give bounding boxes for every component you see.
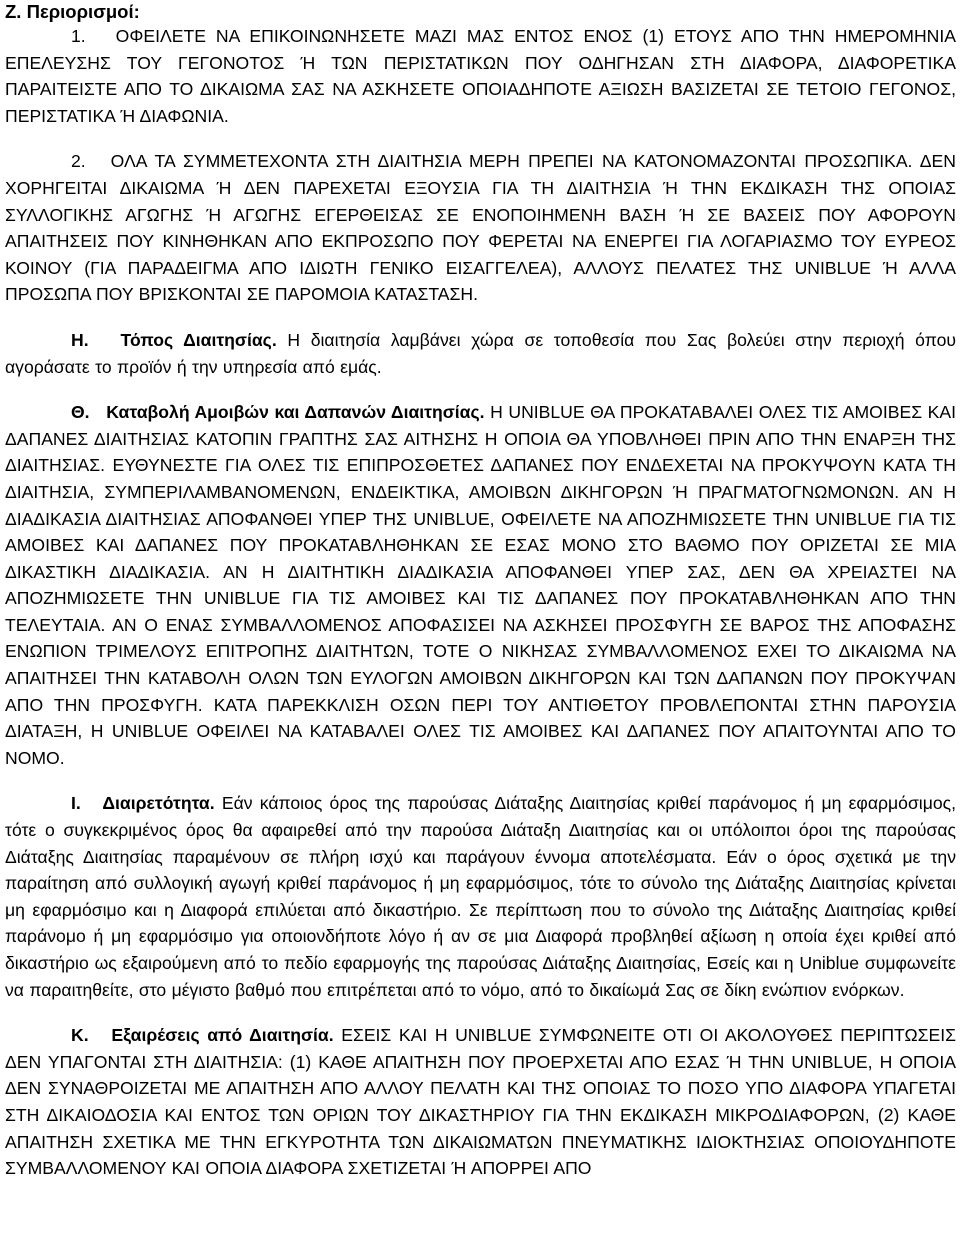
paragraph-text: ΟΦΕΙΛΕΤΕ ΝΑ ΕΠΙΚΟΙΝΩΝΗΣΕΤΕ ΜΑΖΙ ΜΑΣ ΕΝΤΟΣ ΕΝΟΣ (1) ΕΤΟΥΣ ΑΠΟ ΤΗΝ ΗΜΕΡΟΜΗΝΙΑ ΕΠΕΛΕΥΣΗΣ ΤΟΥ ΓΕΓΟΝΟΤΟΣ Ή ΤΩΝ ΠΕΡΙΣΤΑΤΙΚΩΝ ΠΟΥ ΟΔΗΓΗΣΑΝ ΣΤΗ ΔΙΑΦΟΡΑ, ΔΙΑΦΟΡΕΤΙΚΑ ΠΑΡΑΙΤΕΙΣΤΕ ΑΠΟ ΤΟ ΔΙΚΑΙΩΜΑ ΣΑΣ ΝΑ ΑΣΚΗΣΕΤΕ ΟΠΟΙΑΔΗΠΟΤΕ ΑΞΙΩΣΗ ΒΑΣΙΖΕΤΑΙ ΣΕ ΤΕΤΟΙΟ ΓΕΓΟΝΟΣ, ΠΕΡΙΣΤΑΤΙΚΑ Ή ΔΙΑΦΩΝΙΑ. bbox=[5, 26, 956, 126]
paragraph-text: ΟΛΑ ΤΑ ΣΥΜΜΕΤΕΧΟΝΤΑ ΣΤΗ ΔΙΑΙΤΗΣΙΑ ΜΕΡΗ ΠΡΕΠΕΙ ΝΑ ΚΑΤΟΝΟΜΑΖΟΝΤΑΙ ΠΡΟΣΩΠΙΚΑ. ΔΕΝ ΧΟΡΗΓΕΙΤΑΙ ΔΙΚΑΙΩΜΑ Ή ΔΕΝ ΠΑΡΕΧΕΤΑΙ ΕΞΟΥΣΙΑ ΓΙΑ ΤΗ ΔΙΑΙΤΗΣΙΑ Ή ΤΗΝ ΕΚΔΙΚΑΣΗ ΤΗΣ ΟΠΟΙΑΣ ΣΥΛΛΟΓΙΚΗΣ ΑΓΩΓΗΣ Ή ΑΓΩΓΗΣ ΕΓΕΡΘΕΙΣΑΣ ΣΕ ΕΝΟΠΟΙΗΜΕΝΗ ΒΑΣΗ Ή ΣΕ ΒΑΣΕΙΣ ΠΟΥ ΑΦΟΡΟΥΝ ΑΠΑΙΤΗΣΕΙΣ ΠΟΥ ΚΙΝΗΘΗΚΑΝ ΑΠΟ ΕΚΠΡΟΣΩΠΟ ΠΟΥ ΦΕΡΕΤΑΙ ΝΑ ΕΝΕΡΓΕΙ ΓΙΑ ΛΟΓΑΡΙΑΣΜΟ ΤΟΥ ΕΥΡΕΟΣ ΚΟΙΝΟΥ (ΓΙΑ ΠΑΡΑΔΕΙΓΜΑ ΑΠΟ ΙΔΙΩΤΗ ΓΕΝΙΚΟ ΕΙΣΑΓΓΕΛΕΑ), ΑΛΛΟΥΣ ΠΕΛΑΤΕΣ ΤΗΣ UNIBLUE Ή ΑΛΛΑ ΠΡΟΣΩΠΑ ΠΟΥ ΒΡΙΣΚΟΝΤΑΙ ΣΕ ΠΑΡΟΜΟΙΑ ΚΑΤΑΣΤΑΣΗ. bbox=[5, 151, 956, 305]
section-title: Εξαιρέσεις από Διαιτησία. bbox=[111, 1025, 334, 1046]
paragraph-text: Η UNIBLUE ΘΑ ΠΡΟΚΑΤΑΒΑΛΕΙ ΟΛΕΣ ΤΙΣ ΑΜΟΙΒΕΣ ΚΑΙ ΔΑΠΑΝΕΣ ΔΙΑΙΤΗΣΙΑΣ ΚΑΤΟΠΙΝ ΓΡΑΠΤΗΣ ΣΑΣ ΑΙΤΗΣΗΣ Η ΟΠΟΙΑ ΘΑ ΥΠΟΒΛΗΘΕΙ ΠΡΙΝ ΑΠΟ ΤΗΝ ΕΝΑΡΞΗ ΤΗΣ ΔΙΑΙΤΗΣΙΑΣ. ΕΥΘΥΝΕΣΤΕ ΓΙΑ ΟΛΕΣ ΤΙΣ ΕΠΙΠΡΟΣΘΕΤΕΣ ΔΑΠΑΝΕΣ ΠΟΥ ΕΝΔΕΧΕΤΑΙ ΝΑ ΠΡΟΚΥΨΟΥΝ ΚΑΤΑ ΤΗ ΔΙΑΙΤΗΣΙΑ, ΣΥΜΠΕΡΙΛΑΜΒΑΝΟΜΕΝΩΝ, ΕΝΔΕΙΚΤΙΚΑ, ΑΜΟΙΒΩΝ ΔΙΚΗΓΟΡΩΝ Ή ΠΡΑΓΜΑΤΟΓΝΩΜΟΝΩΝ. ΑΝ Η ΔΙΑΔΙΚΑΣΙΑ ΔΙΑΙΤΗΣΙΑΣ ΑΠΟΦΑΝΘΕΙ ΥΠΕΡ ΤΗΣ UNIBLUE, ΟΦΕΙΛΕΤΕ ΝΑ ΑΠΟΖΗΜΙΩΣΕΤΕ ΤΗΝ UNIBLUE ΓΙΑ ΤΙΣ ΑΜΟΙΒΕΣ ΚΑΙ ΔΑΠΑΝΕΣ ΠΟΥ ΠΡΟΚΑΤΑΒΛΗΘΗΚΑΝ ΣΕ ΕΣΑΣ ΜΟΝΟ ΣΤΟ ΒΑΘΜΟ ΠΟΥ ΟΡΙΖΕΤΑΙ ΣΕ ΜΙΑ ΔΙΚΑΣΤΙΚΗ ΔΙΑΔΙΚΑΣΙΑ. ΑΝ Η ΔΙΑΙΤΗΤΙΚΗ ΔΙΑΔΙΚΑΣΙΑ ΑΠΟΦΑΝΘΕΙ ΥΠΕΡ ΣΑΣ, ΔΕΝ ΘΑ ΧΡΕΙΑΣΤΕΙ ΝΑ ΑΠΟΖΗΜΙΩΣΕΤΕ ΤΗΝ UNIBLUE ΓΙΑ ΤΙΣ ΑΜΟΙΒΕΣ ΚΑΙ ΤΙΣ ΔΑΠΑΝΕΣ ΠΟΥ ΠΡΟΚΑΤΑΒΛΗΘΗΚΑΝ ΑΠΟ ΤΗΝ ΤΕΛΕΥΤΑΙΑ. ΑΝ Ο ΕΝΑΣ ΣΥΜΒΑΛΛΟΜΕΝΟΣ ΑΠΟΦΑΣΙΣΕΙ ΝΑ ΑΣΚΗΣΕΙ ΠΡΟΣΦΥΓΗ ΣΕ ΒΑΡΟΣ ΤΗΣ ΑΠΟΦΑΣΗΣ ΕΝΩΠΙΟΝ ΤΡΙΜΕΛΟΥΣ ΕΠΙΤΡΟΠΗΣ ΔΙΑΙΤΗΤΩΝ, ΤΟΤΕ Ο ΝΙΚΗΣΑΣ ΣΥΜΒΑΛΛΟΜΕΝΟΣ ΕΧΕΙ ΤΟ ΔΙΚΑΙΩΜΑ ΝΑ ΑΠΑΙΤΗΣΕΙ ΤΗΝ ΚΑΤΑΒΟΛΗ ΟΛΩΝ ΤΩΝ ΕΥΛΟΓΩΝ ΑΜΟΙΒΩΝ ΔΙΚΗΓΟΡΩΝ ΚΑΙ ΤΩΝ ΔΑΠΑΝΩΝ ΠΟΥ ΠΡΟΚΥΨΑΝ ΑΠΟ ΤΗΝ ΠΡΟΣΦΥΓΗ. ΚΑΤΑ ΠΑΡΕΚΚΛΙΣΗ ΟΣΩΝ ΠΕΡΙ ΤΟΥ ΑΝΤΙΘΕΤΟΥ ΠΡΟΒΛΕΠΟΝΤΑΙ ΣΤΗΝ ΠΑΡΟΥΣΙΑ ΔΙΑΤΑΞΗ, Η UNIBLUE ΟΦΕΙΛΕΙ ΝΑ ΚΑΤΑΒΑΛΕΙ ΟΛΕΣ ΤΙΣ ΑΜΟΙΒΕΣ ΚΑΙ ΔΑΠΑΝΕΣ ΠΟΥ ΑΠΑΙΤΟΥΝΤΑΙ ΑΠΟ ΤΟ ΝΟΜΟ. bbox=[5, 402, 957, 768]
section-i-paragraph bbox=[5, 790, 956, 1003]
section-theta-paragraph bbox=[5, 399, 956, 771]
paragraph-text: Εάν κάποιος όρος της παρούσας Διάταξης Διαιτησίας κριθεί παράνομος ή μη εφαρμόσιμος, τότε ο συγκεκριμένος όρος θα αφαιρεθεί από την παρούσα Διάταξη Διαιτησίας και οι υπόλοιποι όροι της παρούσας Διάταξης Διαιτησίας παραμένουν σε πλήρη ισχύ και παράγουν έννομα αποτελέσματα. Εάν ο όρος σχετικά με την παραίτηση από συλλογική αγωγή κριθεί παράνομος ή μη εφαρμόσιμος, τότε το σύνολο της Διάταξης Διαιτησίας κρίνεται μη εφαρμόσιμο και η Διαφορά επιλύεται από δικαστήριο. Σε περίπτωση που το σύνολο της Διάταξης Διαιτησίας κριθεί παράνομο ή μη εφαρμόσιμο για οποιονδήποτε λόγο ή αν σε μια Διαφορά προβληθεί αξίωση η οποία έχει κριθεί από δικαστήριο ως εξαιρούμενη από το πεδίο εφαρμογής της παρούσας Διάταξης Διαιτησίας, Εσείς και η Uniblue συμφωνείτε να παραιτηθείτε, στο μέγιστο βαθμό που επιτρέπεται από το νόμο, από το δικαίωμά Σας σε δίκη ενώπιον ενόρκων. bbox=[5, 793, 956, 1000]
section-title: Διαιρετότητα. bbox=[102, 793, 215, 814]
section-h-paragraph bbox=[5, 327, 956, 380]
paragraph-text: ΕΣΕΙΣ ΚΑΙ Η UNIBLUE ΣΥΜΦΩΝΕΙΤΕ ΟΤΙ ΟΙ ΑΚΟΛΟΥΘΕΣ ΠΕΡΙΠΤΩΣΕΙΣ ΔΕΝ ΥΠΑΓΟΝΤΑΙ ΣΤΗ ΔΙΑΙΤΗΣΙΑ: (1) ΚΑΘΕ ΑΠΑΙΤΗΣΗ ΠΟΥ ΠΡΟΕΡΧΕΤΑΙ ΑΠΟ ΕΣΑΣ Ή ΤΗΝ UNIBLUE, Η ΟΠΟΙΑ ΔΕΝ ΣΥΝΑΘΡΟΙΖΕΤΑΙ ΜΕ ΑΠΑΙΤΗΣΗ ΑΠΟ ΑΛΛΟΥ ΠΕΛΑΤΗ ΚΑΙ ΤΗΣ ΟΠΟΙΑΣ ΤΟ ΠΟΣΟ ΥΠΟ ΔΙΑΦΟΡΑ ΥΠΑΓΕΤΑΙ ΣΤΗ ΔΙΚΑΙΟΔΟΣΙΑ ΚΑΙ ΕΝΤΟΣ ΤΩΝ ΟΡΙΩΝ ΤΟΥ ΔΙΚΑΣΤΗΡΙΟΥ ΓΙΑ ΤΗΝ ΕΚΔΙΚΑΣΗ ΜΙΚΡΟΔΙΑΦΟΡΩΝ, (2) ΚΑΘΕ ΑΠΑΙΤΗΣΗ ΣΧΕΤΙΚΑ ΜΕ ΤΗΝ ΕΓΚΥΡΟΤΗΤΑ ΤΩΝ ΔΙΚΑΙΩΜΑΤΩΝ ΠΝΕΥΜΑΤΙΚΗΣ ΙΔΙΟΚΤΗΣΙΑΣ ΟΠΟΙΟΥΔΗΠΟΤΕ ΣΥΜΒΑΛΛΟΜΕΝΟΥ ΚΑΙ ΟΠΟΙΑ ΔΙΑΦΟΡΑ ΣΧΕΤΙΖΕΤΑΙ Ή ΑΠΟΡΡΕΙ ΑΠΟ bbox=[5, 1025, 956, 1179]
section-title: Τόπος Διαιτησίας. bbox=[120, 329, 277, 350]
restriction-paragraph-2 bbox=[5, 148, 956, 308]
section-k-paragraph bbox=[5, 1022, 956, 1182]
restriction-paragraph-1 bbox=[5, 23, 956, 129]
paragraph-text: Η διαιτησία λαμβάνει χώρα σε τοποθεσία που Σας βολεύει στην περιοχή όπου αγοράσατε το προϊόν ή την υπηρεσία από εμάς. bbox=[5, 329, 957, 377]
section-label: H. bbox=[71, 329, 89, 350]
section-heading: Z. Περιορισμοί: bbox=[5, 1, 140, 22]
paragraph-number: 2. bbox=[71, 151, 86, 172]
section-title: Καταβολή Αμοιβών και Δαπανών Διαιτησίας. bbox=[106, 402, 485, 423]
section-label: Θ. bbox=[71, 402, 90, 423]
section-label: K. bbox=[71, 1025, 89, 1046]
section-label: I. bbox=[71, 793, 81, 814]
paragraph-number: 1. bbox=[71, 26, 86, 46]
